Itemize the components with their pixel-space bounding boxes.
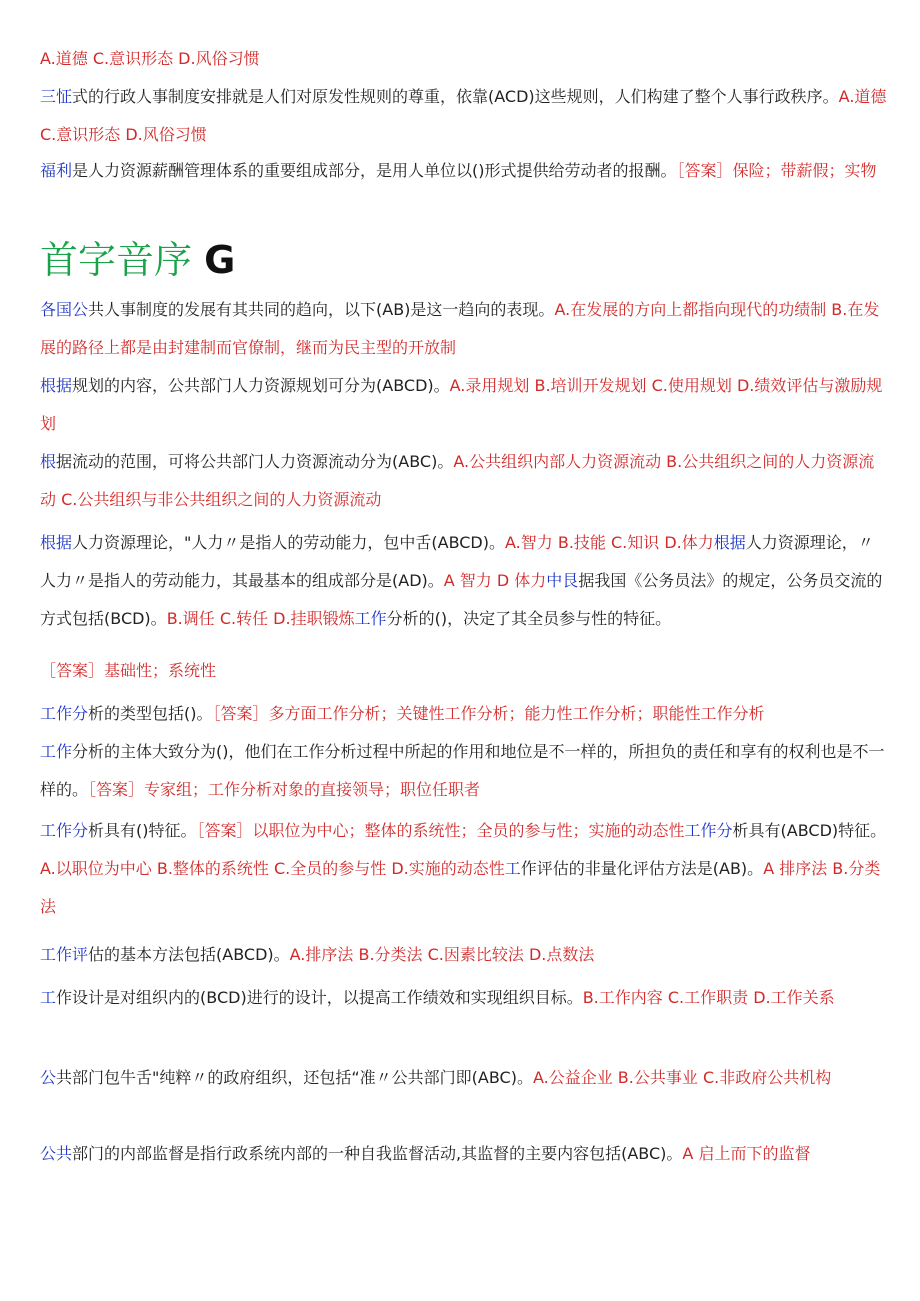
lead-chars: 公 (40, 1068, 57, 1087)
question-text: 作设计是对组织内的(BCD)进行的设计，以提高工作绩效和实现组织目标。 (56, 988, 583, 1007)
paragraph (40, 78, 888, 154)
lead-chars: 根据 (713, 533, 746, 552)
heading-letter: G (204, 238, 236, 282)
question-text: 是人力资源薪酬管理体系的重要组成部分，是用人单位以()形式提供给劳动者的报酬。 (72, 161, 677, 180)
answer-text: ［答案］多方面工作分析；关键性工作分析；能力性工作分析；职能性工作分析 (212, 704, 765, 723)
answer-text: B.调任 C.转任 D.挂职锻炼 (166, 609, 355, 628)
lead-chars: 根据 (40, 376, 73, 395)
answer-text: A.公益企业 B.公共事业 C.非政府公共机构 (532, 1068, 832, 1087)
question-text: 分析的主体大致分为()，他们在工作分析过程中所起的作用和地位是不一样的，所担负的责任和享有的权利也是不一样的。 (40, 742, 885, 799)
paragraph (40, 291, 888, 367)
question-text: 据流动的范围，可将公共部门人力资源流动分为(ABC)。 (56, 452, 454, 471)
question-text: 人力资源理论，"人力〃是指人的劳动能力，包中舌(ABCD)。 (72, 533, 505, 552)
lead-chars: 工作 (354, 609, 387, 628)
answer-text: A.在发展的方向上都指向现代的功绩制 B.在发展的路径上都是由封建制而官僚制，继而为民主型的开放制 (40, 300, 880, 357)
paragraph (40, 443, 888, 519)
question-text: 析的类型包括()。 (88, 704, 213, 723)
lead-chars: 工作 (40, 742, 73, 761)
lead-chars: 工作分 (40, 821, 89, 840)
question-text: 分析的()，决定了其全员参与性的特征。 (386, 609, 672, 628)
heading-text: 首字音序 (40, 238, 193, 282)
question-text: 据我国《公务员法》的规定，公务员交流的方式包括(BCD)。 (40, 571, 883, 628)
question-text: 共人事制度的发展有其共同的趋向，以下(AB)是这一趋向的表现。 (88, 300, 555, 319)
paragraph (40, 733, 888, 809)
answer-text: A 智力 D 体力 (443, 571, 547, 590)
answer-text: ［答案］以职位为中心；整体的系统性；全员的参与性；实施的动态性 (196, 821, 685, 840)
paragraph (40, 1135, 888, 1173)
paragraph (40, 524, 888, 638)
question-text: 析具有(ABCD)特征。 (732, 821, 887, 840)
paragraph (40, 152, 888, 190)
lead-chars: 福利 (40, 161, 73, 180)
lead-chars: 工作分 (684, 821, 733, 840)
lead-chars: 工作分 (40, 704, 89, 723)
lead-chars: 工作评 (40, 945, 89, 964)
question-text: 析具有()特征。 (88, 821, 197, 840)
paragraph (40, 979, 888, 1017)
answer-text: A.以职位为中心 B.整体的系统性 C.全员的参与性 D.实施的动态性 (40, 859, 505, 878)
question-text: 部门的内部监督是指行政系统内部的一种自我监督活动,其监督的主要内容包括(ABC)。 (72, 1144, 683, 1163)
lead-chars: 各国公 (40, 300, 89, 319)
paragraph (40, 40, 888, 78)
section-heading (40, 232, 235, 288)
answer-text: ［答案］保险；带薪假；实物 (676, 161, 877, 180)
answer-text: A.公共组织内部人力资源流动 B.公共组织之间的人力资源流动 C.公共组织与非公共组织之间的人力资源流动 (40, 452, 875, 509)
answer-text: B.工作内容 C.工作职责 D.工作关系 (582, 988, 835, 1007)
answer-text: A.道德 C.意识形态 D.风俗习惯 (40, 49, 260, 68)
lead-chars: 公共 (40, 1144, 73, 1163)
paragraph (40, 936, 888, 974)
answer-text: ［答案］专家组；工作分析对象的直接领导；职位任职者 (88, 780, 481, 799)
paragraph (40, 695, 888, 733)
question-text: 式的行政人事制度安排就是人们对原发性规则的尊重，依靠(ACD)这些规则，人们构建了整个人事行政秩序。 (72, 87, 839, 106)
lead-chars: 工 (504, 859, 521, 878)
answer-text: A 排序法 B.分类法 (40, 859, 881, 916)
question-text: 规划的内容，公共部门人力资源规划可分为(ABCD)。 (72, 376, 450, 395)
lead-chars: 工 (40, 988, 57, 1007)
question-text: 估的基本方法包括(ABCD)。 (88, 945, 290, 964)
paragraph (40, 367, 888, 443)
answer-text: A 启上而下的监督 (682, 1144, 811, 1163)
answer-text: A.智力 B.技能 C.知识 D.体力 (505, 533, 714, 552)
question-text: 共部门包牛舌"纯粹〃的政府组织，还包括“准〃公共部门即(ABC)。 (56, 1068, 533, 1087)
answer-text: A.道德 C.意识形态 D.风俗习惯 (40, 87, 887, 144)
answer-text: ［答案］基础性；系统性 (40, 661, 217, 680)
paragraph (40, 1059, 888, 1097)
question-text: 人力资源理论，〃人力〃是指人的劳动能力，其最基本的组成部分是(AD)。 (40, 533, 874, 590)
paragraph (40, 652, 888, 690)
paragraph (40, 812, 888, 926)
lead-chars: 中艮 (546, 571, 579, 590)
lead-chars: 根 (40, 452, 57, 471)
lead-chars: 根据 (40, 533, 73, 552)
answer-text: A.排序法 B.分类法 C.因素比较法 D.点数法 (289, 945, 595, 964)
lead-chars: 三怔 (40, 87, 73, 106)
question-text: 作评估的非量化评估方法是(AB)。 (520, 859, 764, 878)
answer-text: A.录用规划 B.培训开发规划 C.使用规划 D.绩效评估与激励规划 (40, 376, 883, 433)
